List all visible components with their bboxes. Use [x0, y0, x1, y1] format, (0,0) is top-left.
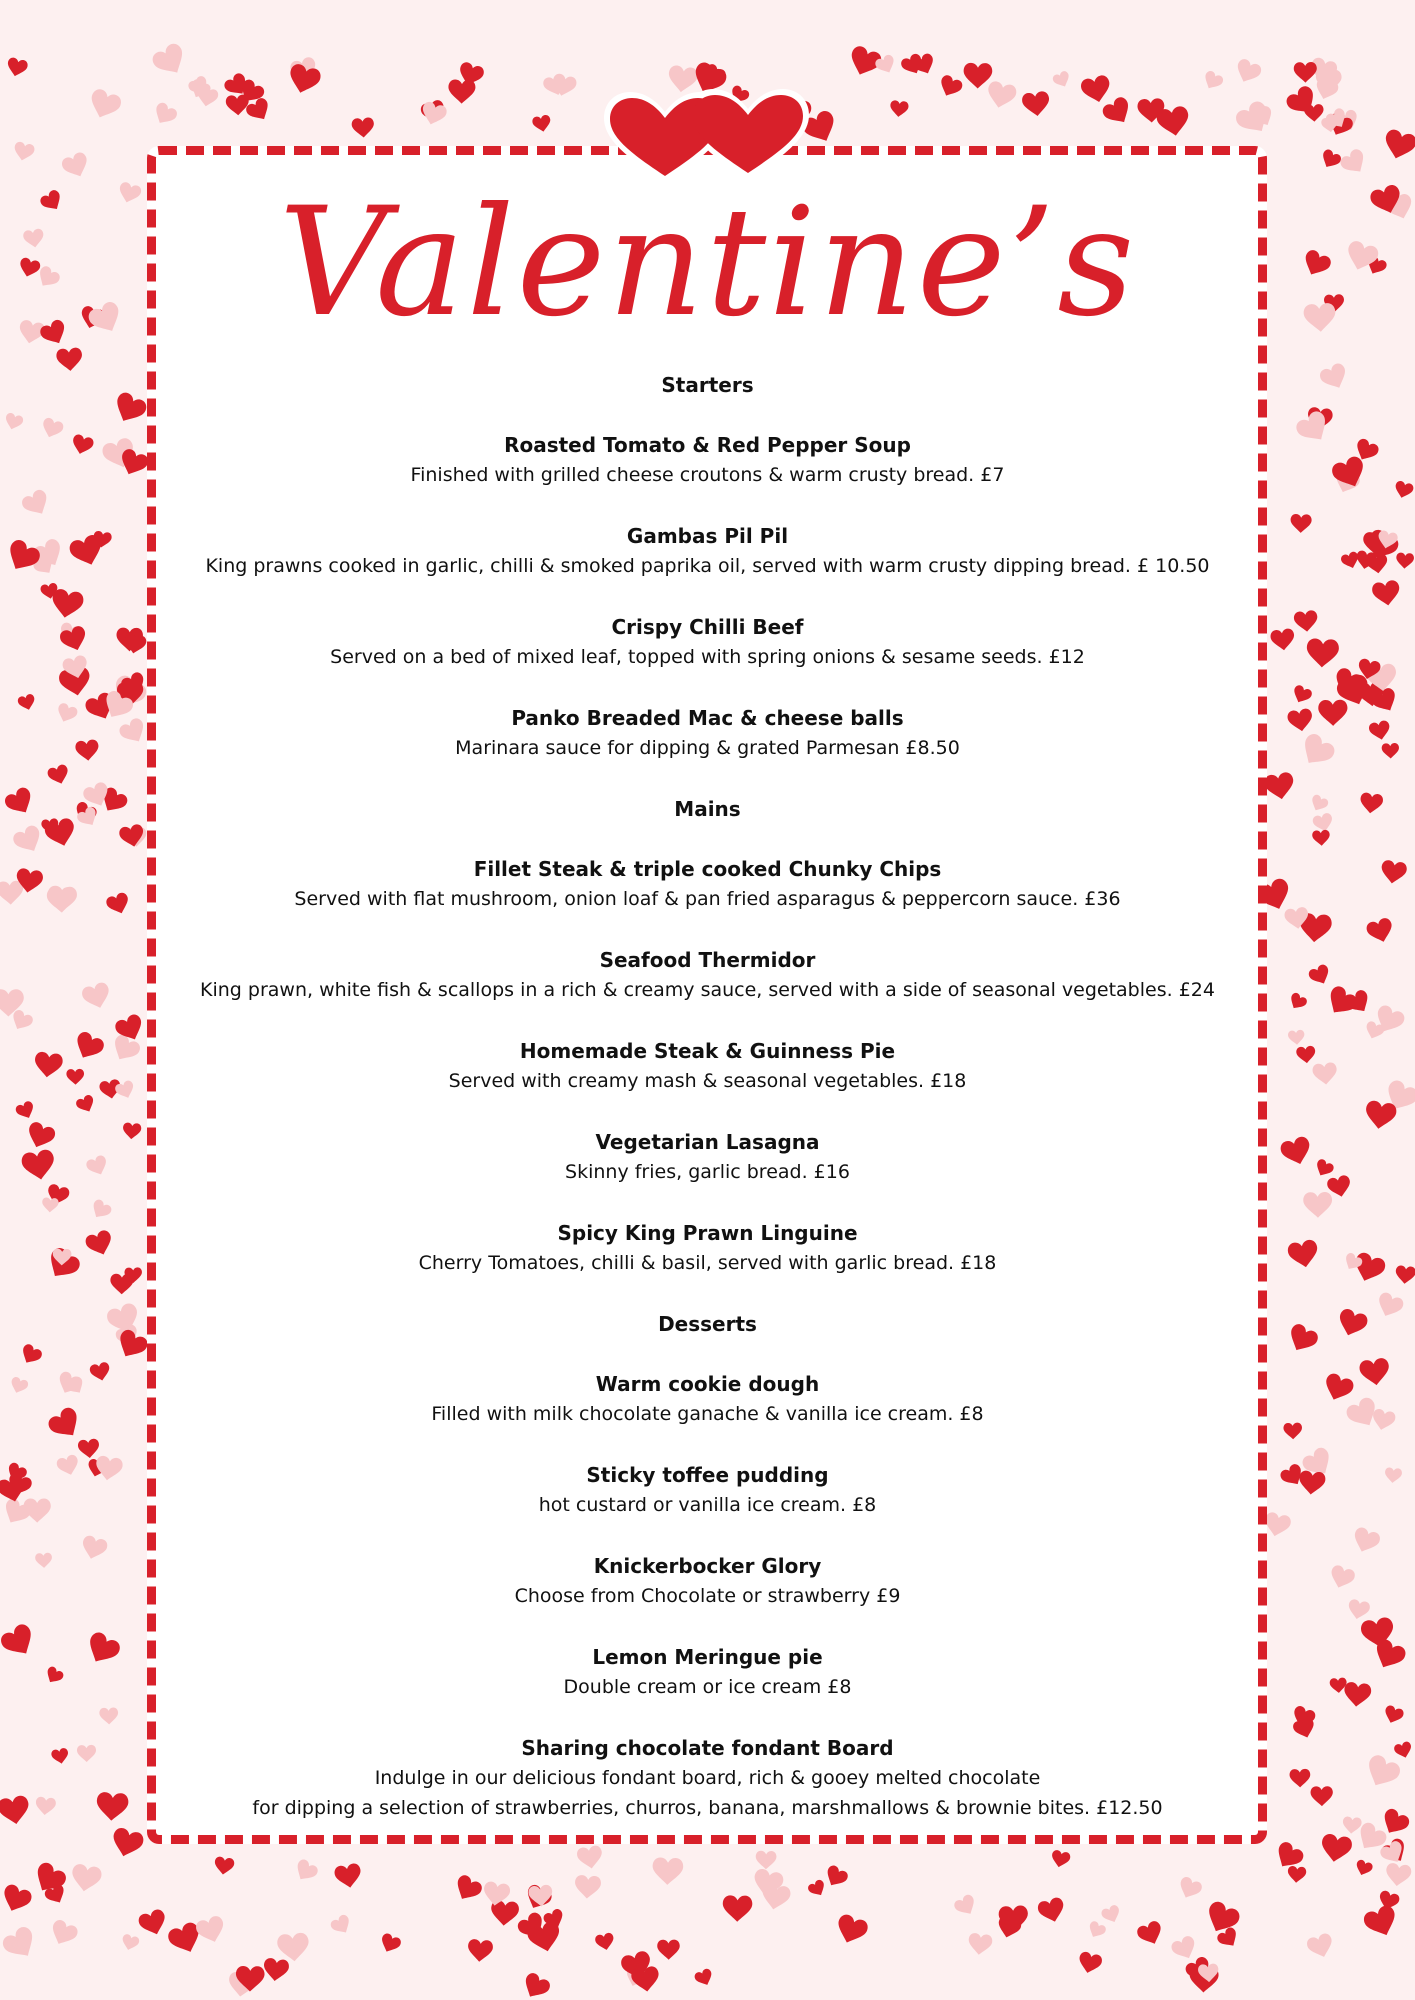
item-description: hot custard or vanilla ice cream. £8: [538, 1494, 877, 1516]
heart-confetti-icon: [194, 1914, 228, 1946]
heart-confetti-icon: [47, 1918, 80, 1949]
heart-confetti-icon: [77, 1745, 96, 1762]
heart-confetti-icon: [42, 1197, 59, 1213]
item-name: Panko Breaded Mac & cheese balls: [511, 706, 904, 730]
heart-confetti-icon: [1382, 743, 1400, 759]
item-name: Knickerbocker Glory: [593, 1554, 822, 1578]
heart-confetti-icon: [35, 1553, 52, 1569]
heart-confetti-icon: [24, 1120, 57, 1152]
item-name: Fillet Steak & triple cooked Chunky Chips: [473, 857, 942, 881]
heart-confetti-icon: [137, 1908, 170, 1939]
heart-confetti-icon: [0, 1795, 32, 1827]
heart-confetti-icon: [519, 1971, 552, 2000]
heart-confetti-icon: [1287, 991, 1309, 1012]
heart-confetti-icon: [1350, 1251, 1387, 1286]
heart-confetti-icon: [1279, 1135, 1314, 1168]
item-description: Served with flat mushroom, onion loaf & pan fried asparagus & peppercorn sauce. £36: [294, 888, 1121, 910]
heart-confetti-icon: [82, 1630, 123, 1669]
heart-confetti-icon: [1286, 1239, 1320, 1270]
heart-confetti-icon: [14, 1100, 37, 1122]
heart-confetti-icon: [1298, 1470, 1326, 1496]
heart-confetti-icon: [1344, 988, 1374, 1017]
heart-confetti-icon: [952, 1893, 979, 1919]
heart-confetti-icon: [99, 1707, 118, 1724]
heart-confetti-icon: [12, 141, 35, 163]
heart-confetti-icon: [86, 87, 124, 123]
heart-confetti-icon: [759, 1882, 791, 1912]
menu-item: [150, 1733, 1265, 1823]
heart-confetti-icon: [1374, 1291, 1405, 1321]
heart-confetti-icon: [1296, 731, 1338, 772]
heart-confetti-icon: [1382, 1704, 1405, 1726]
heart-confetti-icon: [1076, 1951, 1103, 1976]
heart-confetti-icon: [49, 588, 84, 620]
heart-confetti-icon: [1359, 1357, 1392, 1387]
heart-confetti-icon: [1201, 69, 1225, 92]
heart-confetti-icon: [1202, 1899, 1243, 1938]
item-name: Sticky toffee pudding: [586, 1463, 829, 1487]
heart-confetti-icon: [807, 1878, 829, 1899]
menu-item: [150, 612, 1265, 672]
heart-confetti-icon: [1361, 1752, 1403, 1792]
heart-confetti-icon: [54, 702, 79, 726]
heart-confetti-icon: [1079, 74, 1113, 105]
menu-item: [150, 521, 1265, 581]
heart-confetti-icon: [150, 101, 179, 129]
heart-confetti-icon: [108, 1032, 142, 1065]
heart-confetti-icon: [69, 1863, 102, 1894]
heart-confetti-icon: [1086, 1920, 1108, 1941]
heart-confetti-icon: [1379, 859, 1407, 885]
heart-confetti-icon: [20, 1148, 57, 1182]
heart-confetti-icon: [66, 1069, 84, 1085]
heart-confetti-icon: [1100, 1904, 1123, 1926]
heart-confetti-icon: [1293, 610, 1318, 633]
heart-confetti-icon: [833, 1912, 870, 1947]
heart-confetti-icon: [1290, 514, 1312, 533]
heart-confetti-icon: [1292, 1717, 1318, 1741]
menu-item: [150, 1551, 1265, 1611]
heart-confetti-icon: [0, 1883, 34, 1916]
heart-confetti-icon: [1287, 708, 1315, 733]
menu-item: [150, 703, 1265, 763]
heart-confetti-icon: [3, 412, 24, 432]
heart-confetti-icon: [594, 1932, 615, 1952]
heart-confetti-icon: [1287, 1866, 1307, 1884]
heart-confetti-icon: [1313, 1158, 1335, 1180]
heart-confetti-icon: [936, 73, 964, 100]
item-description-line-2: for dipping a selection of strawberries, churros, banana, marshmallows & brownie bites. £12.50: [252, 1797, 1163, 1819]
menu-content: [150, 370, 1265, 1854]
heart-confetti-icon: [329, 1913, 354, 1937]
heart-confetti-icon: [467, 1939, 494, 1963]
heart-confetti-icon: [532, 114, 553, 133]
heart-confetti-icon: [1384, 1467, 1402, 1484]
item-description: Served with creamy mash & seasonal vegetables. £18: [448, 1070, 967, 1092]
item-description: Filled with milk chocolate ganache & vanilla ice cream. £8: [431, 1403, 984, 1425]
heart-confetti-icon: [0, 1621, 40, 1661]
heart-confetti-icon: [1395, 1265, 1415, 1285]
heart-confetti-icon: [24, 1499, 51, 1523]
heart-confetti-icon: [1342, 1816, 1362, 1835]
item-description: Marinara sauce for dipping & grated Parmesan £8.50: [455, 737, 960, 759]
heart-confetti-icon: [1288, 1030, 1306, 1046]
heart-confetti-icon: [79, 1534, 109, 1562]
heart-confetti-icon: [1319, 1833, 1353, 1865]
heart-confetti-icon: [1232, 57, 1263, 86]
heart-confetti-icon: [1371, 579, 1402, 607]
heart-confetti-icon: [39, 416, 65, 440]
section-mains: [150, 794, 1265, 1278]
heart-confetti-icon: [1365, 917, 1396, 946]
heart-confetti-icon: [1346, 1598, 1371, 1621]
menu-item: [150, 1460, 1265, 1520]
heart-confetti-icon: [1176, 1875, 1204, 1902]
heart-confetti-icon: [1359, 792, 1384, 815]
heart-confetti-icon: [105, 891, 132, 917]
heart-confetti-icon: [451, 1873, 484, 1905]
item-description: Cherry Tomatoes, chilli & basil, served with garlic bread. £18: [418, 1252, 997, 1274]
heart-confetti-icon: [378, 1932, 403, 1956]
heart-confetti-icon: [35, 1796, 57, 1816]
item-description: King prawns cooked in garlic, chilli & smoked paprika oil, served with warm crusty dipping bread. £ 10.50: [205, 555, 1210, 577]
item-name: Roasted Tomato & Red Pepper Soup: [504, 433, 911, 457]
heart-confetti-icon: [150, 41, 191, 81]
item-description: Double cream or ice cream £8: [563, 1676, 852, 1698]
heart-confetti-icon: [985, 80, 1018, 111]
menu-title: Valentine’s: [278, 176, 1137, 350]
heart-confetti-icon: [75, 739, 100, 762]
heart-confetti-icon: [51, 1747, 70, 1765]
heart-confetti-icon: [0, 1924, 41, 1964]
heart-confetti-icon: [77, 1438, 100, 1459]
item-description: Choose from Chocolate or strawberry £9: [514, 1585, 901, 1607]
menu-item: [150, 1127, 1265, 1187]
heart-confetti-icon: [1296, 1045, 1317, 1064]
heart-confetti-icon: [109, 1826, 145, 1860]
heart-confetti-icon: [110, 390, 149, 428]
item-name: Spicy King Prawn Linguine: [557, 1221, 858, 1245]
heart-confetti-icon: [20, 488, 53, 520]
heart-confetti-icon: [2, 537, 43, 577]
heart-confetti-icon: [33, 1051, 64, 1079]
heart-confetti-icon: [1135, 1919, 1166, 1948]
item-name: Gambas Pil Pil: [626, 524, 789, 548]
heart-confetti-icon: [88, 1198, 113, 1222]
heart-confetti-icon: [482, 1881, 511, 1908]
item-description: Indulge in our delicious fondant board, rich & gooey melted chocolate: [374, 1767, 1041, 1789]
section-title: Mains: [674, 797, 741, 821]
heart-confetti-icon: [822, 1864, 850, 1891]
item-description: Skinny fries, garlic bread. £16: [565, 1161, 850, 1183]
heart-confetti-icon: [1307, 963, 1333, 988]
heart-confetti-icon: [574, 1875, 601, 1900]
menu-item: [150, 1036, 1265, 1096]
heart-confetti-icon: [1021, 91, 1051, 118]
heart-confetti-icon: [1155, 105, 1191, 138]
heart-confetti-icon: [84, 1229, 116, 1259]
heart-confetti-icon: [47, 885, 78, 913]
section-title: Starters: [661, 373, 754, 397]
heart-confetti-icon: [1396, 552, 1415, 569]
heart-confetti-icon: [0, 880, 24, 905]
heart-confetti-icon: [120, 1933, 140, 1952]
menu-item: [150, 430, 1265, 490]
heart-confetti-icon: [1312, 830, 1331, 847]
heart-confetti-icon: [1169, 1934, 1199, 1963]
heart-confetti-icon: [1327, 1564, 1356, 1592]
heart-confetti-icon: [1363, 1100, 1397, 1131]
menu-item: [150, 945, 1265, 1005]
heart-confetti-icon: [652, 1857, 684, 1885]
heart-confetti-icon: [889, 100, 909, 118]
heart-confetti-icon: [2, 785, 37, 819]
heart-confetti-icon: [722, 1895, 752, 1922]
heart-confetti-icon: [1312, 1062, 1338, 1086]
heart-confetti-icon: [292, 1857, 320, 1885]
heart-confetti-icon: [1354, 1859, 1374, 1878]
heart-confetti-icon: [71, 1030, 107, 1064]
heart-confetti-icon: [1263, 771, 1296, 801]
heart-confetti-icon: [1305, 1932, 1336, 1961]
item-name: Homemade Steak & Guinness Pie: [519, 1039, 896, 1063]
heart-confetti-icon: [1308, 793, 1329, 814]
heart-confetti-icon: [1318, 361, 1351, 393]
heart-confetti-icon: [1051, 70, 1072, 90]
heart-confetti-icon: [96, 1792, 129, 1822]
heart-confetti-icon: [693, 1967, 715, 1988]
menu-item: [150, 1369, 1265, 1429]
heart-confetti-icon: [1393, 1741, 1414, 1761]
heart-confetti-icon: [1284, 1322, 1320, 1357]
heart-confetti-icon: [630, 1966, 660, 1994]
item-description: Finished with grilled cheese croutons & warm crusty bread. £7: [410, 464, 1005, 486]
section-title: Desserts: [658, 1312, 757, 1336]
heart-confetti-icon: [1361, 1903, 1401, 1941]
heart-confetti-icon: [43, 1665, 65, 1686]
heart-confetti-icon: [1321, 1372, 1356, 1405]
heart-confetti-icon: [18, 1342, 44, 1367]
heart-confetti-icon: [1318, 700, 1348, 726]
heart-confetti-icon: [70, 433, 95, 456]
heart-confetti-icon: [1289, 1769, 1310, 1788]
heart-confetti-icon: [55, 1370, 84, 1398]
heart-confetti-icon: [80, 981, 113, 1012]
item-description: Served on a bed of mixed leaf, topped with spring onions & sesame seeds. £12: [330, 646, 1085, 668]
heart-confetti-icon: [17, 693, 37, 712]
heart-confetti-icon: [1370, 1408, 1396, 1433]
menu-item: [150, 854, 1265, 914]
heart-confetti-icon: [1384, 1862, 1412, 1888]
heart-confetti-icon: [1365, 553, 1389, 575]
heart-confetti-icon: [1100, 95, 1135, 129]
heart-confetti-icon: [75, 1094, 98, 1116]
heart-confetti-icon: [1294, 62, 1317, 83]
heart-confetti-icon: [1335, 1307, 1370, 1340]
item-name: Vegetarian Lasagna: [595, 1130, 820, 1154]
item-name: Lemon Meringue pie: [592, 1645, 823, 1669]
menu-item: [150, 1218, 1265, 1278]
heart-confetti-icon: [89, 1361, 112, 1382]
heart-confetti-icon: [94, 1455, 124, 1482]
heart-confetti-icon: [11, 823, 46, 857]
heart-confetti-icon: [1310, 1786, 1333, 1806]
heart-confetti-icon: [1283, 1422, 1302, 1439]
heart-confetti-icon: [1350, 1526, 1382, 1557]
item-name: Warm cookie dough: [595, 1372, 820, 1396]
heart-confetti-icon: [1368, 720, 1392, 742]
heart-confetti-icon: [1343, 1681, 1372, 1708]
heart-confetti-icon: [85, 1154, 111, 1178]
heart-confetti-icon: [448, 79, 475, 103]
heart-confetti-icon: [1381, 128, 1415, 163]
heart-confetti-icon: [42, 1245, 83, 1285]
heart-confetti-icon: [1306, 638, 1339, 668]
heart-confetti-icon: [55, 1454, 81, 1478]
heart-confetti-icon: [657, 1940, 680, 1960]
section-desserts: [150, 1309, 1265, 1823]
heart-confetti-icon: [1303, 1192, 1332, 1218]
heart-confetti-icon: [277, 1932, 311, 1962]
section-starters: [150, 370, 1265, 763]
heart-confetti-icon: [963, 63, 992, 89]
heart-confetti-icon: [1270, 628, 1296, 652]
heart-confetti-icon: [46, 1405, 86, 1444]
heart-confetti-icon: [5, 57, 29, 79]
heart-confetti-icon: [1290, 684, 1313, 706]
item-name: Crispy Chilli Beef: [611, 615, 804, 639]
heart-confetti-icon: [333, 1862, 363, 1889]
item-description: King prawn, white fish & scallops in a rich & creamy sauce, served with a side of seasonal vegetables. £24: [200, 979, 1215, 1001]
heart-confetti-icon: [117, 716, 150, 748]
heart-confetti-icon: [1393, 480, 1415, 500]
heart-confetti-icon: [46, 763, 71, 786]
heart-confetti-icon: [1036, 1896, 1067, 1925]
heart-confetti-icon: [351, 117, 374, 138]
item-name: Sharing chocolate fondant Board: [521, 1736, 894, 1760]
heart-confetti-icon: [8, 1376, 29, 1396]
item-name: Seafood Thermidor: [599, 948, 816, 972]
heart-confetti-icon: [213, 1856, 235, 1876]
menu-item: [150, 1642, 1265, 1702]
heart-confetti-icon: [967, 1932, 993, 1956]
heart-confetti-icon: [122, 1122, 142, 1140]
heart-confetti-icon: [262, 1957, 290, 1982]
